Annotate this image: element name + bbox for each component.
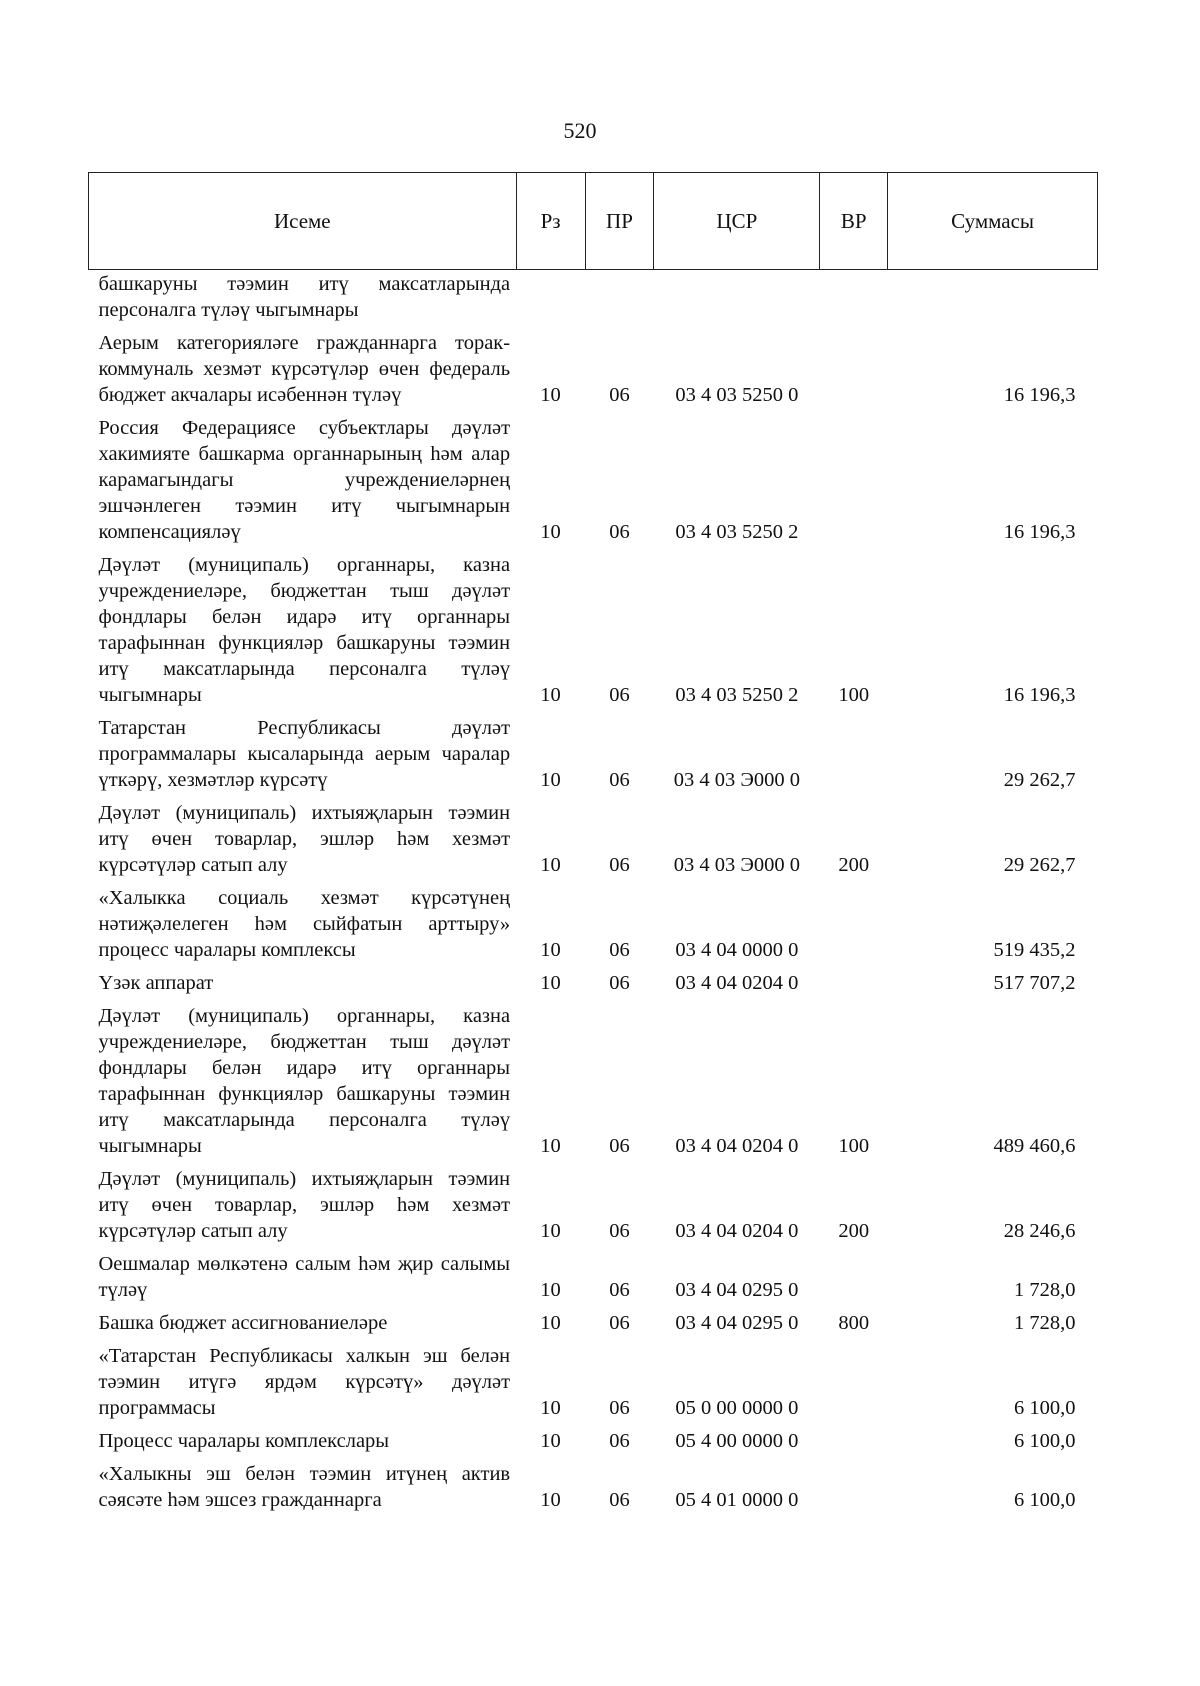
table-row bbox=[89, 1166, 1098, 1251]
cell-name bbox=[89, 270, 517, 331]
cell-pr: 06 bbox=[609, 1489, 630, 1511]
cell-name bbox=[89, 1003, 517, 1166]
table-row bbox=[89, 715, 1098, 800]
cell-pr: 06 bbox=[609, 1279, 630, 1301]
table-row bbox=[89, 270, 1098, 331]
table-row bbox=[89, 1310, 1098, 1343]
row-name-text: Аерым категорияләге гражданнарга торак-коммуналь хезмәт күрсәтүләр өчен федераль бюджет акчалары исәбеннән түләү bbox=[98, 332, 511, 406]
row-name-text: Дәүләт (муниципаль) ихтыяҗларын тәэмин итү өчен товарлар, эшләр һәм хезмәт күрсәтүләр сатып алу bbox=[98, 802, 511, 876]
row-name-text: Татарстан Республикасы дәүләт программалары кысаларында аерым чаралар үткәрү, хезмәтләр күрсәтү bbox=[98, 717, 511, 791]
row-name-text: Дәүләт (муниципаль) органнары, казна учреждениеләре, бюджеттан тыш дәүләт фондлары белән идарә итү органнары тарафыннан функцияләр башкаруны тәэмин итү максатларында персоналга түләү чыгымнары bbox=[98, 1005, 511, 1157]
cell-rz: 10 bbox=[540, 1397, 561, 1419]
cell-csr: 03 4 04 0295 0 bbox=[675, 1312, 799, 1334]
table-row bbox=[89, 1003, 1098, 1166]
cell-name bbox=[89, 885, 517, 970]
cell-rz: 10 bbox=[540, 1135, 561, 1157]
cell-vr bbox=[820, 715, 888, 800]
cell-pr: 06 bbox=[609, 1397, 630, 1419]
row-name-text: башкаруны тәэмин итү максатларында персоналга түләү чыгымнары bbox=[98, 273, 511, 321]
cell-pr: 06 bbox=[609, 684, 630, 706]
table-row bbox=[89, 800, 1098, 885]
row-name-text: Дәүләт (муниципаль) ихтыяҗларын тәэмин итү өчен товарлар, эшләр һәм хезмәт күрсәтүләр сатып алу bbox=[98, 1168, 511, 1242]
row-name-text: «Халыкны эш белән тәэмин итүнең актив сәясәте һәм эшсез гражданнарга bbox=[98, 1463, 511, 1511]
cell-pr: 06 bbox=[609, 1220, 630, 1242]
cell-rz: 10 bbox=[540, 1279, 561, 1301]
cell-rz: 10 bbox=[540, 1489, 561, 1511]
cell-vr bbox=[820, 1428, 888, 1461]
cell-name bbox=[89, 330, 517, 415]
cell-sum: 29 262,7 bbox=[1003, 854, 1076, 876]
cell-csr: 05 0 00 0000 0 bbox=[675, 1397, 799, 1419]
cell-sum: 1 728,0 bbox=[1014, 1279, 1076, 1301]
cell-pr: 06 bbox=[609, 939, 630, 961]
cell-name bbox=[89, 800, 517, 885]
cell-vr bbox=[820, 970, 888, 1003]
cell-sum: 29 262,7 bbox=[1003, 769, 1076, 791]
cell-csr: 03 4 03 Э000 0 bbox=[673, 769, 800, 791]
table-row bbox=[89, 1343, 1098, 1428]
row-name-text: Үзәк аппарат bbox=[98, 972, 214, 994]
table-row bbox=[89, 885, 1098, 970]
cell-csr: 03 4 03 5250 0 bbox=[675, 384, 799, 406]
cell-name bbox=[89, 1428, 517, 1461]
cell-pr: 06 bbox=[609, 769, 630, 791]
cell-vr: 800 bbox=[838, 1312, 870, 1334]
row-name-text: Башка бюджет ассигнованиеләре bbox=[98, 1312, 388, 1334]
cell-rz: 10 bbox=[540, 972, 561, 994]
row-name-text: Россия Федерациясе субъектлары дәүләт хакимияте башкарма органнарының һәм алар карамагындагы учреждениеләрнең эшчәнлеген тәэмин итү чыгымнарын компенсацияләү bbox=[98, 417, 511, 543]
cell-rz: 10 bbox=[540, 854, 561, 876]
cell-vr bbox=[820, 330, 888, 415]
cell-sum: 489 460,6 bbox=[993, 1135, 1076, 1157]
cell-rz: 10 bbox=[540, 769, 561, 791]
cell-vr: 100 bbox=[838, 1135, 870, 1157]
cell-name bbox=[89, 1461, 517, 1520]
row-name-text: «Татарстан Республикасы халкын эш белән тәэмин итүгә ярдәм күрсәтү» дәүләт программасы bbox=[98, 1345, 511, 1419]
cell-vr bbox=[820, 270, 888, 331]
cell-sum: 16 196,3 bbox=[1003, 384, 1076, 406]
cell-rz: 10 bbox=[540, 1220, 561, 1242]
cell-csr: 03 4 04 0000 0 bbox=[675, 939, 799, 961]
cell-sum: 6 100,0 bbox=[1014, 1397, 1076, 1419]
cell-sum: 519 435,2 bbox=[993, 939, 1076, 961]
cell-name bbox=[89, 1251, 517, 1310]
cell-pr: 06 bbox=[609, 1312, 630, 1334]
cell-csr: 05 4 00 0000 0 bbox=[675, 1430, 799, 1452]
cell-name bbox=[89, 1166, 517, 1251]
cell-vr bbox=[820, 1461, 888, 1520]
cell-pr: 06 bbox=[609, 521, 630, 543]
table-header bbox=[89, 173, 1098, 270]
cell-csr: 05 4 01 0000 0 bbox=[675, 1489, 799, 1511]
cell-rz bbox=[516, 270, 585, 331]
cell-csr: 03 4 04 0204 0 bbox=[675, 972, 799, 994]
table-body bbox=[89, 270, 1098, 1521]
row-name-text: Процесс чаралары комплекслары bbox=[98, 1430, 390, 1452]
cell-pr: 06 bbox=[609, 1135, 630, 1157]
table-row bbox=[89, 1251, 1098, 1310]
row-name-text: Дәүләт (муниципаль) органнары, казна учреждениеләре, бюджеттан тыш дәүләт фондлары белән идарә итү органнары тарафыннан функцияләр башкаруны тәэмин итү максатларында персоналга түләү чыгымнары bbox=[98, 554, 511, 706]
cell-csr: 03 4 04 0204 0 bbox=[675, 1220, 799, 1242]
cell-sum bbox=[888, 270, 1098, 331]
cell-csr bbox=[654, 270, 820, 331]
cell-pr: 06 bbox=[609, 854, 630, 876]
cell-sum: 517 707,2 bbox=[993, 972, 1076, 994]
table-row bbox=[89, 330, 1098, 415]
cell-name bbox=[89, 1343, 517, 1428]
row-name-text: «Халыкка социаль хезмәт күрсәтүнең нәтиҗәлелеген һәм сыйфатын арттыру» процесс чаралары комплексы bbox=[98, 887, 511, 961]
header-vr: ВР bbox=[820, 173, 888, 270]
cell-vr: 200 bbox=[838, 1220, 870, 1242]
cell-name bbox=[89, 415, 517, 552]
cell-rz: 10 bbox=[540, 1312, 561, 1334]
cell-vr: 200 bbox=[838, 854, 870, 876]
cell-name bbox=[89, 715, 517, 800]
cell-name bbox=[89, 970, 517, 1003]
header-pr: ПР bbox=[585, 173, 654, 270]
cell-sum: 16 196,3 bbox=[1003, 521, 1076, 543]
page-number: 520 bbox=[563, 118, 597, 143]
table-row bbox=[89, 415, 1098, 552]
cell-rz: 10 bbox=[540, 939, 561, 961]
budget-table bbox=[88, 172, 1098, 1520]
cell-rz: 10 bbox=[540, 684, 561, 706]
cell-name bbox=[89, 1310, 517, 1343]
cell-pr bbox=[585, 270, 654, 331]
cell-csr: 03 4 03 Э000 0 bbox=[673, 854, 800, 876]
table-row bbox=[89, 1428, 1098, 1461]
row-name-text: Оешмалар мөлкәтенә салым һәм җир салымы түләү bbox=[98, 1253, 511, 1301]
cell-sum: 1 728,0 bbox=[1014, 1312, 1076, 1334]
cell-rz: 10 bbox=[540, 384, 561, 406]
cell-sum: 6 100,0 bbox=[1014, 1489, 1076, 1511]
table-row bbox=[89, 1461, 1098, 1520]
header-rz: Рз bbox=[516, 173, 585, 270]
cell-pr: 06 bbox=[609, 972, 630, 994]
cell-pr: 06 bbox=[609, 384, 630, 406]
cell-csr: 03 4 04 0295 0 bbox=[675, 1279, 799, 1301]
cell-pr: 06 bbox=[609, 1430, 630, 1452]
cell-sum: 6 100,0 bbox=[1014, 1430, 1076, 1452]
cell-rz: 10 bbox=[540, 1430, 561, 1452]
cell-csr: 03 4 04 0204 0 bbox=[675, 1135, 799, 1157]
cell-sum: 28 246,6 bbox=[1003, 1220, 1076, 1242]
cell-vr: 100 bbox=[838, 684, 870, 706]
cell-vr bbox=[820, 1343, 888, 1428]
cell-vr bbox=[820, 1251, 888, 1310]
header-name: Исеме bbox=[89, 173, 517, 270]
cell-rz: 10 bbox=[540, 521, 561, 543]
header-csr: ЦСР bbox=[654, 173, 820, 270]
table-row bbox=[89, 552, 1098, 715]
cell-csr: 03 4 03 5250 2 bbox=[675, 521, 799, 543]
cell-vr bbox=[820, 885, 888, 970]
cell-vr bbox=[820, 415, 888, 552]
cell-name bbox=[89, 552, 517, 715]
header-sum: Суммасы bbox=[888, 173, 1098, 270]
table-row bbox=[89, 970, 1098, 1003]
cell-sum: 16 196,3 bbox=[1003, 684, 1076, 706]
cell-csr: 03 4 03 5250 2 bbox=[675, 684, 799, 706]
